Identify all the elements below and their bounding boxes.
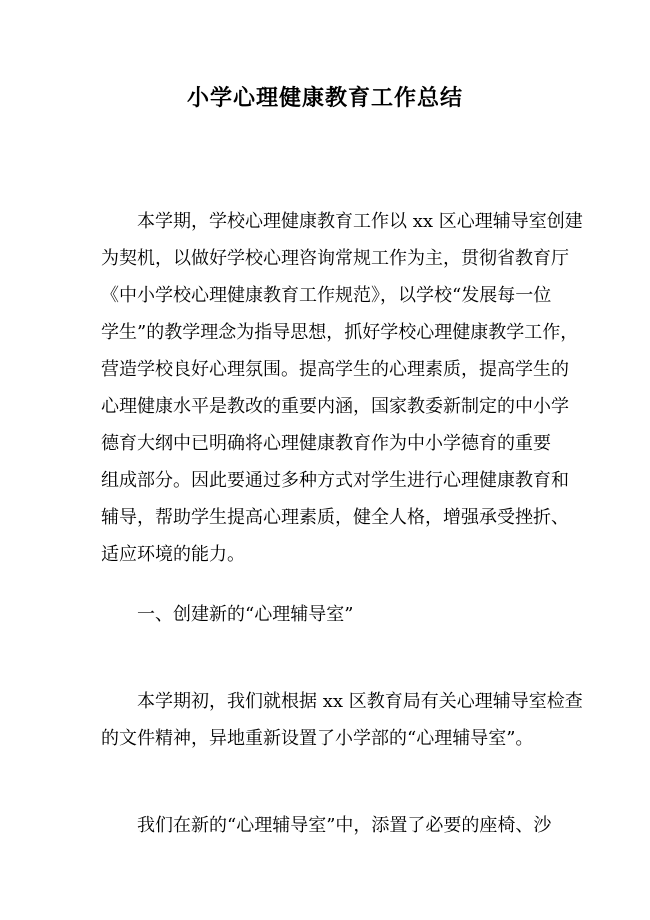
paragraph-line: 我们在新的“心理辅导室”中，添置了必要的座椅、沙	[137, 815, 552, 836]
paragraph-line: 心理健康水平是教改的重要内涵，国家教委新制定的中小学	[101, 396, 569, 417]
paragraph-line: 学生”的教学理念为指导思想，抓好学校心理健康教学工作，	[101, 322, 579, 343]
paragraph-line: 辅导，帮助学生提高心理素质，健全人格，增强承受挫折、	[101, 507, 569, 528]
paragraph-line: 的文件精神，异地重新设置了小学部的“心理辅导室”。	[101, 728, 534, 749]
paragraph-line: 适应环境的能力。	[101, 544, 245, 565]
paragraph-line: 本学期初，我们就根据 xx 区教育局有关心理辅导室检查	[137, 691, 583, 712]
paragraph-line: 为契机，以做好学校心理咨询常规工作为主，贯彻省教育厅	[101, 248, 569, 269]
document-title: 小学心理健康教育工作总结	[186, 85, 463, 111]
paragraph-line: 《中小学校心理健康教育工作规范》，以学校“发展每一位	[101, 285, 552, 306]
paragraph-line: 本学期，学校心理健康教育工作以 xx 区心理辅导室创建	[137, 211, 583, 232]
paragraph-line: 营造学校良好心理氛围。提高学生的心理素质，提高学生的	[101, 359, 569, 380]
paragraph-line: 组成部分。因此要通过多种方式对学生进行心理健康教育和	[101, 470, 569, 491]
paragraph-line: 德育大纲中已明确将心理健康教育作为中小学德育的重要	[101, 433, 551, 454]
section-heading: 一、创建新的“心理辅导室”	[137, 604, 354, 625]
